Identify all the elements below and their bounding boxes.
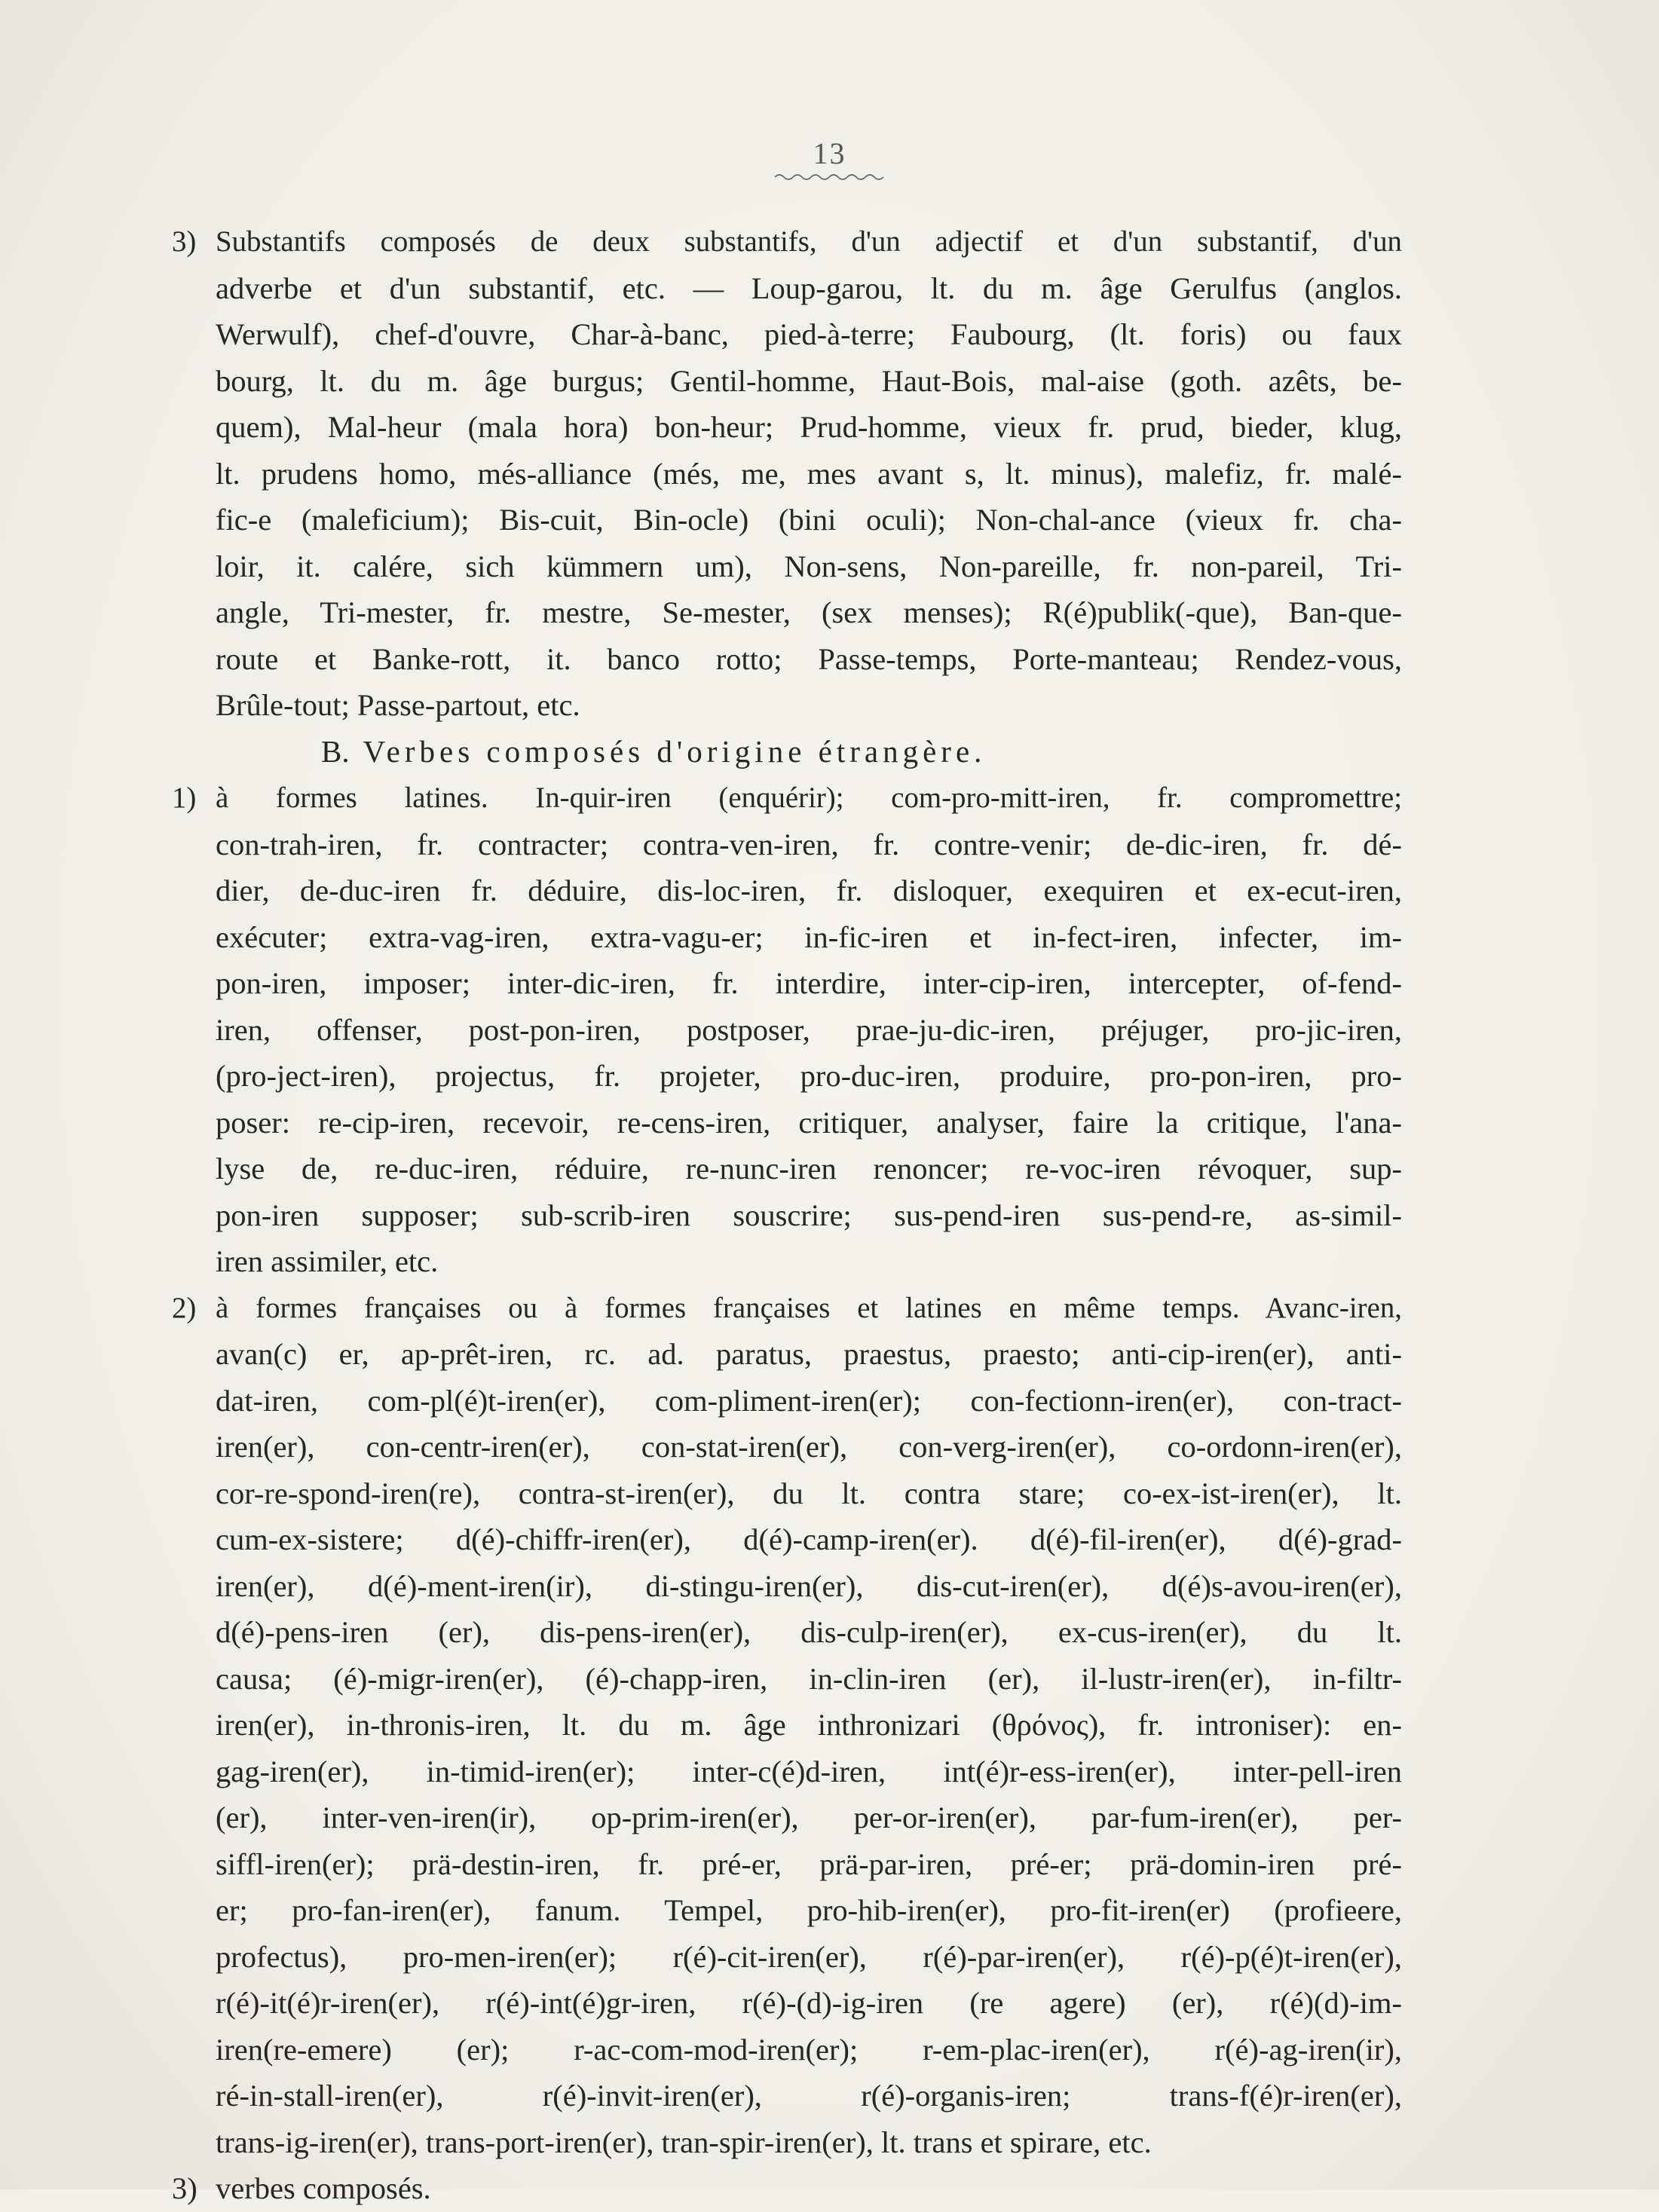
- section-title: Verbes composés d'origine étrangère.: [363, 733, 987, 769]
- text-line: route et Banke-rott, it. banco rotto; Passe-temps, Porte-manteau; Rendez-vous,: [216, 641, 1402, 676]
- page-number: 13: [813, 136, 846, 170]
- wavy-rule-ornament: [773, 173, 886, 182]
- text-line: iren(re-emere) (er); r-ac-com-mod-iren(er); r-em-plac-iren(er), r(é)-ag-iren(ir),: [216, 2032, 1402, 2067]
- section-label: B.: [321, 733, 350, 769]
- text-line: 3) Substantifs composés de deux substantifs, d'un adjectif et d'un substantif, d'un: [216, 219, 1402, 265]
- text-line: bourg, lt. du m. âge burgus; Gentil-homme, Haut-Bois, mal-aise (goth. azêts, be-: [216, 363, 1402, 398]
- text-line: profectus), pro-men-iren(er); r(é)-cit-iren(er), r(é)-par-iren(er), r(é)-p(é)t-iren(er),: [216, 1939, 1402, 1974]
- text-line: con-trah-iren, fr. contracter; contra-ven-iren, fr. contre-venir; de-dic-iren, fr. dé-: [216, 827, 1402, 861]
- text-line: exécuter; extra-vag-iren, extra-vagu-er; in-fic-iren et in-fect-iren, infecter, im-: [216, 919, 1402, 954]
- item-3-verbes-composes: [172, 2165, 1402, 2212]
- item-1-formes-latines: [172, 775, 1402, 1285]
- text-line: siffl-iren(er); prä-destin-iren, fr. pré-er, prä-par-iren, pré-er; prä-domin-iren pré-: [216, 1846, 1402, 1881]
- text-line: poser: re-cip-iren, recevoir, re-cens-iren, critiquer, analyser, faire la critique, l'ana-: [216, 1105, 1402, 1140]
- text-line: iren(er), d(é)-ment-iren(ir), di-stingu-iren(er), dis-cut-iren(er), d(é)s-avou-iren(er),: [216, 1568, 1402, 1603]
- text-line: 2) à formes françaises ou à formes françaises et latines en même temps. Avanc-iren,: [216, 1285, 1402, 1332]
- text-line: (er), inter-ven-iren(ir), op-prim-iren(er), per-or-iren(er), par-fum-iren(er), per-: [216, 1801, 1402, 1834]
- section-b-heading: [172, 729, 1402, 776]
- item-2-formes-francaises: [172, 1285, 1402, 2166]
- page-body: [172, 219, 1402, 2212]
- text-line: iren(er), con-centr-iren(er), con-stat-iren(er), con-verg-iren(er), co-ordonn-iren(er),: [216, 1430, 1402, 1464]
- item-number: 2): [172, 1291, 197, 1324]
- text-line: ré-in-stall-iren(er), r(é)-invit-iren(er), r(é)-organis-iren; trans-f(é)r-iren(er),: [216, 2079, 1402, 2113]
- text-line: pon-iren supposer; sub-scrib-iren souscrire; sus-pend-iren sus-pend-re, as-simil-: [216, 1198, 1402, 1232]
- item-number: 1): [172, 782, 197, 814]
- text-line: Brûle-tout; Passe-partout, etc.: [216, 688, 580, 722]
- text-line: d(é)-pens-iren (er), dis-pens-iren(er), dis-culp-iren(er), ex-cus-iren(er), du lt.: [216, 1615, 1402, 1649]
- text-line: pon-iren, imposer; inter-dic-iren, fr. interdire, inter-cip-iren, intercepter, of-fend-: [216, 966, 1402, 1000]
- text-line: lt. prudens homo, més-alliance (més, me, mes avant s, lt. minus), malefiz, fr. malé-: [216, 456, 1402, 491]
- text-line: fic-e (maleficium); Bis-cuit, Bin-ocle) (bini oculi); Non-chal-ance (vieux fr. cha-: [216, 503, 1402, 537]
- text-line: er; pro-fan-iren(er), fanum. Tempel, pro-hib-iren(er), pro-fit-iren(er) (profieere,: [216, 1893, 1402, 1927]
- text-line: causa; (é)-migr-iren(er), (é)-chapp-iren, in-clin-iren (er), il-lustr-iren(er), in-filtr-: [216, 1661, 1402, 1696]
- text-line: dier, de-duc-iren fr. déduire, dis-loc-iren, fr. disloquer, exequiren et ex-ecut-iren,: [216, 873, 1402, 907]
- text-line: 1) à formes latines. In-quir-iren (enquérir); com-pro-mitt-iren, fr. compromettre;: [216, 775, 1402, 821]
- text-line: avan(c) er, ap-prêt-iren, rc. ad. paratus, praestus, praesto; anti-cip-iren(er), anti-: [216, 1337, 1402, 1371]
- text-line: angle, Tri-mester, fr. mestre, Se-mester, (sex menses); R(é)publik(-que), Ban-que-: [216, 595, 1402, 629]
- text-line: iren, offenser, post-pon-iren, postposer, prae-ju-dic-iren, préjuger, pro-jic-iren,: [216, 1012, 1402, 1047]
- text-line: iren(er), in-thronis-iren, lt. du m. âge inthronizari (θρόνος), fr. introniser): en-: [216, 1708, 1402, 1742]
- text-line: dat-iren, com-pl(é)t-iren(er), com-pliment-iren(er); con-fectionn-iren(er), con-tract-: [216, 1383, 1402, 1418]
- text-line: cor-re-spond-iren(re), contra-st-iren(er), du lt. contra stare; co-ex-ist-iren(er), lt.: [216, 1476, 1402, 1510]
- text-line: Werwulf), chef-d'ouvre, Char-à-banc, pied-à-terre; Faubourg, (lt. foris) ou faux: [216, 317, 1402, 351]
- text-line: r(é)-it(é)r-iren(er), r(é)-int(é)gr-iren, r(é)-(d)-ig-iren (re agere) (er), r(é)(d)-im-: [216, 1986, 1402, 2020]
- text-line: cum-ex-sistere; d(é)-chiffr-iren(er), d(é)-camp-iren(er). d(é)-fil-iren(er), d(é)-grad-: [216, 1522, 1402, 1556]
- page-header: [0, 136, 1659, 182]
- item-number: 3): [172, 2171, 197, 2205]
- text-line: iren assimiler, etc.: [216, 1244, 439, 1278]
- item-number: 3): [172, 225, 197, 258]
- text-line: quem), Mal-heur (mala hora) bon-heur; Prud-homme, vieux fr. prud, bieder, klug,: [216, 410, 1402, 444]
- text-line: gag-iren(er), in-timid-iren(er); inter-c(é)d-iren, int(é)r-ess-iren(er), inter-pell-iren: [216, 1754, 1402, 1788]
- text-line: 3) verbes composés.: [216, 2165, 1402, 2212]
- section-3-substantifs: [172, 219, 1402, 729]
- text-line: trans-ig-iren(er), trans-port-iren(er), tran-spir-iren(er), lt. trans et spirare, etc.: [216, 2125, 1152, 2159]
- text-line: lyse de, re-duc-iren, réduire, re-nunc-iren renoncer; re-voc-iren révoquer, sup-: [216, 1152, 1402, 1186]
- text-line: loir, it. calére, sich kümmern um), Non-sens, Non-pareille, fr. non-pareil, Tri-: [216, 549, 1402, 583]
- text-line: adverbe et d'un substantif, etc. — Loup-garou, lt. du m. âge Gerulfus (anglos.: [216, 271, 1402, 305]
- text-line: (pro-ject-iren), projectus, fr. projeter, pro-duc-iren, produire, pro-pon-iren, pro-: [216, 1059, 1402, 1093]
